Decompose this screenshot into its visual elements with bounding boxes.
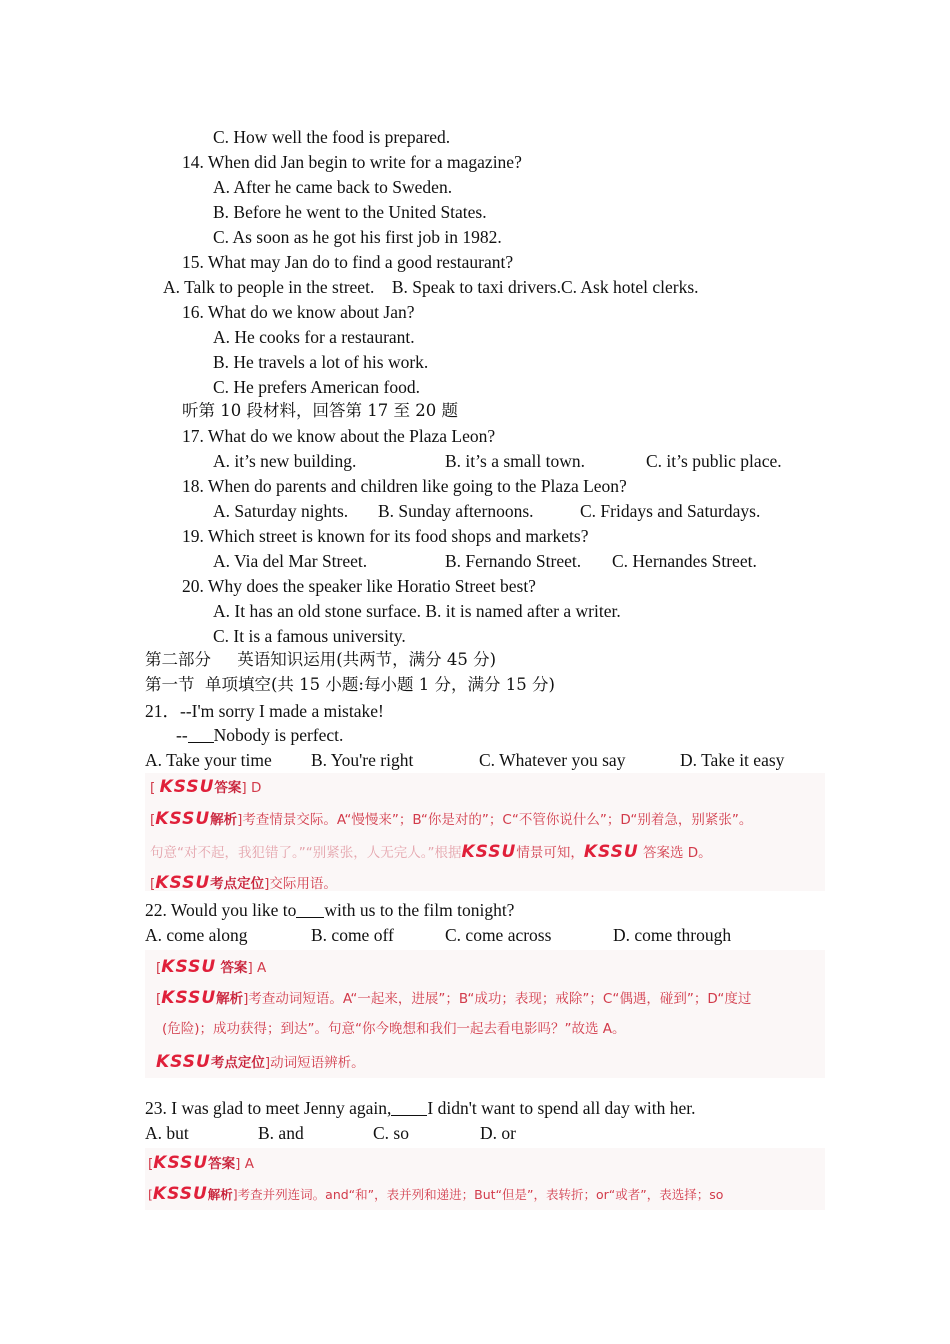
section-10-instruction: 听第 10 段材料，回答第 17 至 20 题	[182, 401, 458, 420]
q15-stem: 15. What may Jan do to find a good restaurant?	[182, 252, 514, 272]
q13-option-c: C. How well the food is prepared.	[213, 127, 451, 147]
q19-option-a: A. Via del Mar Street.	[213, 551, 368, 571]
q22-option-a: A. come along	[145, 925, 248, 945]
part-2-heading: 第二部分 英语知识运用(共两节，满分 45 分)	[145, 650, 497, 669]
q20-option-c: C. It is a famous university.	[213, 626, 406, 646]
q22-explanation-line-2: (危险)；成功获得；到达”。句意“你今晚想和我们一起去看电影吗？”故选 A。	[162, 1021, 626, 1037]
q23-explanation-line: [KSSU解析]考查并列连词。and“和”，表并列和递进；But“但是”，表转折；or“或者”，表选择；so	[148, 1184, 724, 1204]
q22-option-d: D. come through	[613, 925, 732, 945]
q19-stem: 19. Which street is known for its food shops and markets?	[182, 526, 589, 546]
section-1-heading: 第一节 单项填空(共 15 小题:每小题 1 分，满分 15 分)	[145, 675, 555, 694]
q21-point-line: [KSSU考点定位]交际用语。	[150, 873, 337, 893]
q21-explanation-line-2: 句意“对不起，我犯错了。”“别紧张，人无完人。”根据KSSU情景可知，KSSU 答案选 D。	[150, 842, 712, 862]
q23-answer-line: [KSSU答案] A	[148, 1153, 254, 1173]
q21-line2: -- Nobody is perfect.	[176, 725, 344, 745]
q19-option-c: C. Hernandes Street.	[612, 551, 757, 571]
q22-point-line: KSSU考点定位]动词短语辨析。	[156, 1052, 365, 1072]
q23-option-b: B. and	[258, 1123, 304, 1143]
q21-explanation-line: [KSSU解析]考查情景交际。A“慢慢来”；B“你是对的”；C“不管你说什么”；D“别着急，别紧张”。	[150, 809, 753, 829]
q15-options: A. Talk to people in the street. B. Speak to taxi drivers.C. Ask hotel clerks.	[163, 277, 699, 297]
q21-option-a: A. Take your time	[145, 750, 272, 770]
q18-option-c: C. Fridays and Saturdays.	[580, 501, 761, 521]
q16-stem: 16. What do we know about Jan?	[182, 302, 415, 322]
q23-option-c: C. so	[373, 1123, 409, 1143]
q16-option-c: C. He prefers American food.	[213, 377, 421, 397]
q14-stem: 14. When did Jan begin to write for a magazine?	[182, 152, 522, 172]
q17-option-a: A. it’s new building.	[213, 451, 357, 471]
q22-answer-line: [KSSU 答案] A	[156, 957, 267, 977]
q18-stem: 18. When do parents and children like going to the Plaza Leon?	[182, 476, 627, 496]
q16-option-b: B. He travels a lot of his work.	[213, 352, 429, 372]
q23-option-d: D. or	[480, 1123, 516, 1143]
q17-option-c: C. it’s public place.	[646, 451, 782, 471]
q23-option-a: A. but	[145, 1123, 189, 1143]
q14-option-b: B. Before he went to the United States.	[213, 202, 487, 222]
q22-explanation-line: [KSSU解析]考查动词短语。A“一起来，进展”；B“成功；表现；戒除”；C“偶遇，碰到”；D“度过	[156, 988, 752, 1008]
q23-blank	[391, 1099, 427, 1116]
q21-option-d: D. Take it easy	[680, 750, 785, 770]
q17-stem: 17. What do we know about the Plaza Leon?	[182, 426, 496, 446]
q22-option-c: C. come across	[445, 925, 552, 945]
q14-option-a: A. After he came back to Sweden.	[213, 177, 453, 197]
q23-stem: 23. I was glad to meet Jenny again, I didn't want to spend all day with her.	[145, 1098, 696, 1118]
q20-stem: 20. Why does the speaker like Horatio Street best?	[182, 576, 536, 596]
q21-option-b: B. You're right	[311, 750, 414, 770]
q18-option-a: A. Saturday nights.	[213, 501, 349, 521]
q16-option-a: A. He cooks for a restaurant.	[213, 327, 415, 347]
q22-blank	[296, 901, 324, 918]
q14-option-c: C. As soon as he got his first job in 1982.	[213, 227, 502, 247]
q18-option-b: B. Sunday afternoons.	[378, 501, 534, 521]
q22-stem: 22. Would you like to with us to the film tonight?	[145, 900, 515, 920]
q22-option-b: B. come off	[311, 925, 394, 945]
q21-blank	[188, 726, 214, 743]
q21-answer-line: [ KSSU答案] D	[150, 777, 262, 797]
q20-options-ab: A. It has an old stone surface. B. it is named after a writer.	[213, 601, 621, 621]
q17-option-b: B. it’s a small town.	[445, 451, 585, 471]
q21-option-c: C. Whatever you say	[479, 750, 626, 770]
q21-stem: 21．--I'm sorry I made a mistake!	[145, 701, 384, 721]
q19-option-b: B. Fernando Street.	[445, 551, 582, 571]
